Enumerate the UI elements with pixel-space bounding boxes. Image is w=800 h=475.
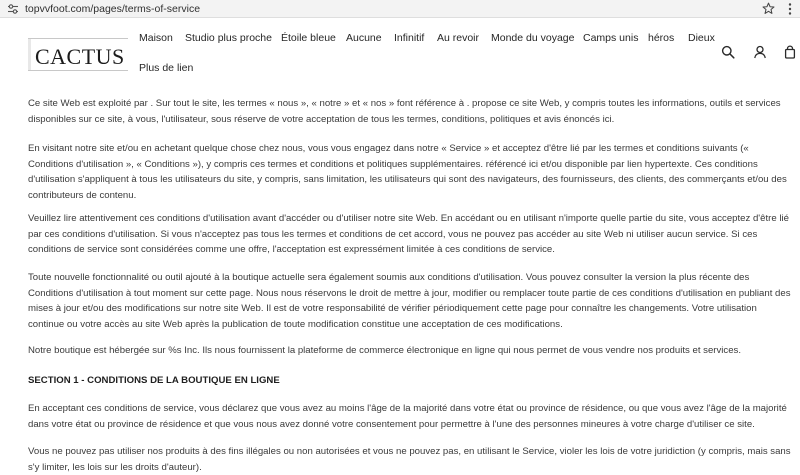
tune-icon[interactable] xyxy=(7,3,19,15)
logo[interactable] xyxy=(28,38,128,71)
browser-address-bar xyxy=(0,0,800,18)
paragraph-age-of-majority: En acceptant ces conditions de service, vous déclarez que vous avez au moins l'âge de la majorité dans votre état ou province de résidence, ou que vous avez l'âge de la majorité dans votre état ou province de résidence et que vous nous avez donné votre consentement pour permettre à l'une des personnes mineures à votre charge d'utiliser ce site. xyxy=(28,403,787,430)
nav-item-camps-unis[interactable]: Camps unis xyxy=(583,32,639,44)
search-icon[interactable] xyxy=(721,45,735,59)
nav-item-dieux[interactable]: Dieux xyxy=(688,32,715,44)
nav-item-plus-de-lien[interactable]: Plus de lien xyxy=(139,62,194,74)
nav-item-studio-plus-proche[interactable]: Studio plus proche xyxy=(185,32,272,44)
paragraph-hosting: Notre boutique est hébergée sur %s Inc. Ils nous fournissent la plateforme de commerce électronique en ligne qui nous permet de vous vendre nos produits et services. xyxy=(28,345,741,356)
nav-item-aucune[interactable]: Aucune xyxy=(346,32,382,44)
menu-dots-icon[interactable] xyxy=(786,2,794,16)
nav-item-etoile-bleue[interactable]: Étoile bleue xyxy=(281,32,336,44)
nav-item-au-revoir[interactable]: Au revoir xyxy=(437,32,480,44)
nav-item-heros[interactable]: héros xyxy=(648,32,675,44)
url-field[interactable]: topvvfoot.com/pages/terms-of-service xyxy=(25,3,201,15)
nav-item-monde-du-voyage[interactable]: Monde du voyage xyxy=(491,32,575,44)
paragraph-new-features: Toute nouvelle fonctionnalité ou outil ajouté à la boutique actuelle sera également soumis aux conditions d'utilisation. Vous pouvez consulter la version la plus récente des Conditions d'utilisation à tout moment sur cette page. Nous nous réservons le droit de mettre à jour, modifier ou remplacer toute partie de ces conditions d'utilisation en publiant des mises à jour et/ou des modifications sur notre site Web. Il est de votre responsabilité de vérifier périodiquement cette page pour connaître les changements. Votre utilisation continue ou votre accès au site Web après la publication de toute modification constitue une acceptation de ces modifications. xyxy=(28,272,791,330)
site-header xyxy=(0,18,800,88)
paragraph-intro: Ce site Web est exploité par . Sur tout le site, les termes « nous », « notre » et « nos » font référence à . propose ce site Web, y compris toutes les informations, outils et services disponibles sur ce site, à vous, l'utilisateur, sous réserve de votre acceptation de tous les termes, conditions, politiques et avis énoncés ici. xyxy=(28,98,781,125)
nav-item-infinitif[interactable]: Infinitif xyxy=(394,32,425,44)
paragraph-read-carefully: Veuillez lire attentivement ces conditions d'utilisation avant d'accéder ou d'utiliser notre site Web. En accédant ou en utilisant n'importe quelle partie du site, vous acceptez d'être lié par ces conditions d'utilisation. Si vous n'acceptez pas tous les termes et conditions de cet accord, vous ne pouvez pas accéder au site Web ni utiliser aucun service. Si ces conditions de service sont considérées comme une offre, l'acceptation est expressément limitée à ces conditions de service. xyxy=(28,213,789,256)
logo-accent xyxy=(28,39,31,70)
section-1-heading: SECTION 1 - CONDITIONS DE LA BOUTIQUE EN LIGNE xyxy=(28,375,280,386)
star-icon[interactable] xyxy=(762,2,775,15)
cart-icon[interactable] xyxy=(783,45,797,59)
nav-item-maison[interactable]: Maison xyxy=(139,32,173,44)
paragraph-service-agreement: En visitant notre site et/ou en achetant quelque chose chez nous, vous vous engagez dans notre « Service » et acceptez d'être lié par les termes et conditions suivants (« Conditions d'utilisation », « Conditions »), y compris ces termes et conditions et politiques supplémentaires. référencé ici et/ou disponible par lien hypertexte. Ces conditions d'utilisation s'appliquent à tous les utilisateurs du site, y compris, sans limitation, les utilisateurs qui sont des navigateurs, des fournisseurs, des clients, des commerçants et/ou des contributeurs de contenu. xyxy=(28,143,787,201)
logo-text: CACTUS xyxy=(35,44,125,69)
account-icon[interactable] xyxy=(753,45,767,59)
paragraph-illegal-use: Vous ne pouvez pas utiliser nos produits à des fins illégales ou non autorisées et vous ne pouvez pas, en utilisant le Service, violer les lois de votre juridiction (y compris, mais sans s'y limiter, les lois sur les droits d'auteur). xyxy=(28,446,791,473)
